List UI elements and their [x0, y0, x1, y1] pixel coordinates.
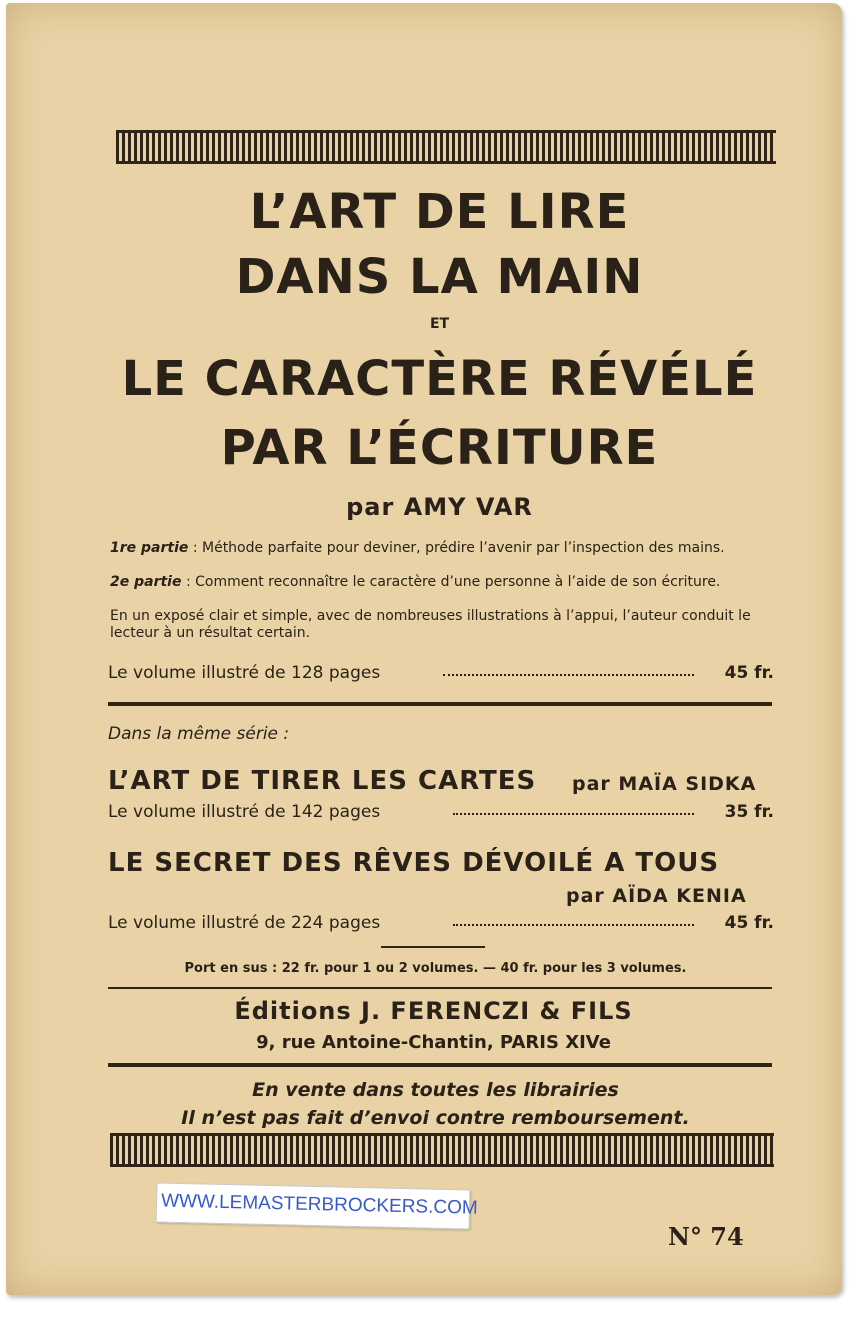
sale-line-1: En vente dans toutes les librairies [252, 1079, 619, 1101]
part2-label: 2e partie [110, 574, 182, 590]
part1-text: : Méthode parfaite pour deviner, prédire l’avenir par l’inspection des mains. [192, 540, 725, 556]
series-book2-author: par AÏDA KENIA [566, 885, 747, 907]
title-conjunction: ET [429, 316, 450, 332]
book2-volume-label: Le volume illustré de 224 pages [108, 913, 381, 933]
series-book1-author: par MAÏA SIDKA [572, 773, 757, 795]
part2-text: : Comment reconnaître le caractère d’une personne à l’aide de son écriture. [185, 574, 721, 590]
sale-line-2: Il n’est pas fait d’envoi contre remboursement. [181, 1107, 690, 1129]
shipping-note: Port en sus : 22 fr. pour 1 ou 2 volumes. — 40 fr. pour les 3 volumes. [184, 961, 687, 976]
main-volume-row [108, 663, 774, 685]
issue-number: N° 74 [668, 1222, 744, 1251]
main-volume-label: Le volume illustré de 128 pages [108, 663, 381, 683]
website-sticker [156, 1182, 478, 1229]
title-line-1: L’ART DE LIRE [249, 184, 630, 240]
book2-price: 45 fr. [724, 913, 774, 933]
book1-volume-label: Le volume illustré de 142 pages [108, 802, 381, 822]
part1-label: 1re partie [110, 540, 189, 556]
publisher-address: 9, rue Antoine-Chantin, PARIS XIVe [256, 1032, 611, 1053]
part1-description [110, 540, 775, 557]
publisher-name: Éditions J. FERENCZI & FILS [234, 997, 633, 1025]
top-decorative-band [116, 130, 776, 164]
title-line-3: LE CARACTÈRE RÉVÉLÉ [121, 351, 758, 407]
book-back-cover [6, 3, 842, 1295]
series-book2-title: LE SECRET DES RÊVES DÉVOILÉ A TOUS [108, 848, 720, 878]
series-heading: Dans la même série : [108, 724, 290, 744]
thin-rule [108, 987, 772, 989]
leader-dots [453, 813, 694, 815]
main-volume-price: 45 fr. [724, 663, 774, 683]
bottom-decorative-band [110, 1133, 774, 1167]
title-line-2: DANS LA MAIN [235, 249, 644, 305]
leader-dots [453, 924, 694, 926]
short-rule [381, 946, 485, 948]
summary-text: En un exposé clair et simple, avec de nombreuses illustrations à l’appui, l’auteur conduit le lecteur à un résultat certain. [110, 608, 751, 641]
series-book1-row [108, 802, 774, 824]
divider-rule [108, 702, 772, 706]
series-book2-row [108, 913, 774, 935]
series-book1-title: L’ART DE TIRER LES CARTES [108, 766, 537, 796]
title-line-4: PAR L’ÉCRITURE [220, 420, 659, 476]
part2-description [110, 574, 775, 591]
website-sticker-text: WWW.LEMASTERBROCKERS.COM [160, 1190, 478, 1219]
main-author: par AMY VAR [346, 493, 533, 521]
book1-price: 35 fr. [724, 802, 774, 822]
leader-dots [443, 674, 694, 676]
divider-rule [108, 1063, 772, 1067]
